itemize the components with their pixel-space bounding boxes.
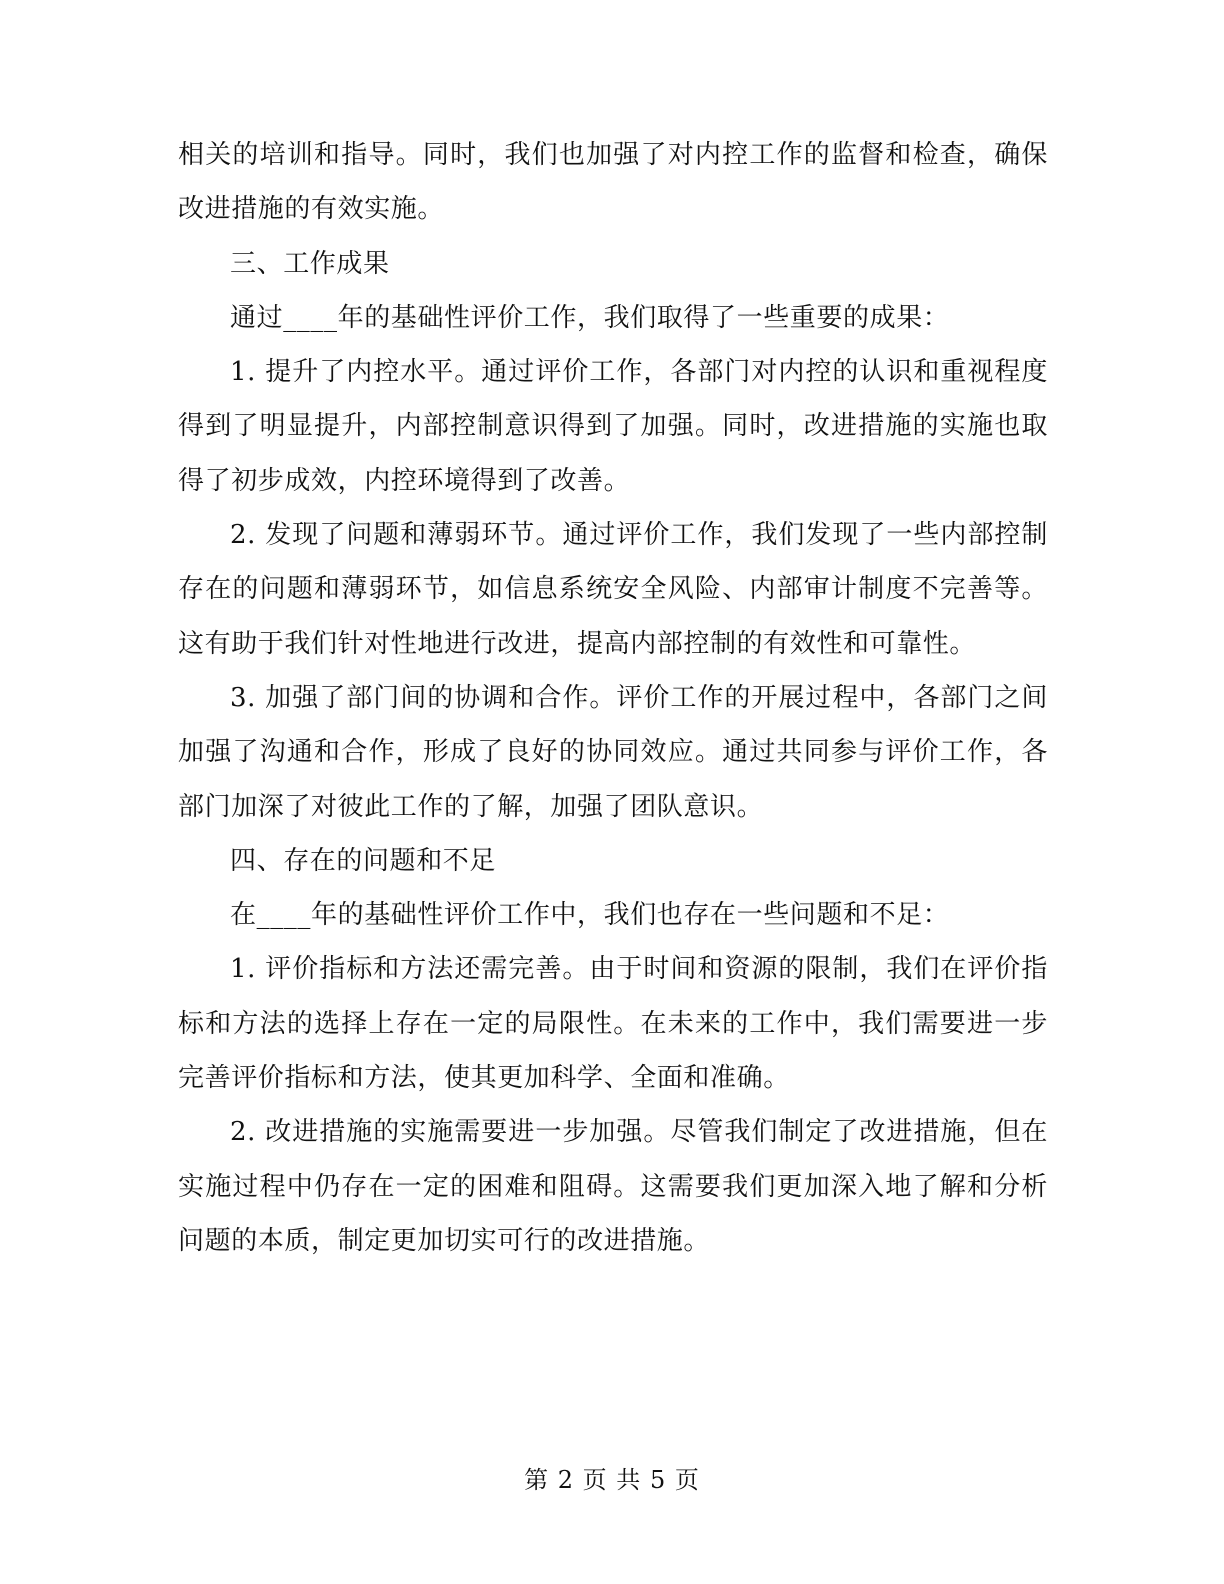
paragraph-problems-intro: 在____年的基础性评价工作中，我们也存在一些问题和不足：	[230, 900, 950, 931]
paragraph-results-intro: 通过____年的基础性评价工作，我们取得了一些重要的成果：	[230, 302, 950, 333]
paragraph-result-2: 2. 发现了问题和薄弱环节。通过评价工作，我们发现了一些内部控制存在的问题和薄弱环节，如信息系统安全风险、内部审计制度不完善等。这有助于我们针对性地进行改进，提高内部控制的有效性和可靠性。	[178, 520, 1048, 659]
paragraph-problem-1: 1. 评价指标和方法还需完善。由于时间和资源的限制，我们在评价指标和方法的选择上存在一定的局限性。在未来的工作中，我们需要进一步完善评价指标和方法，使其更加科学、全面和准确。	[178, 954, 1048, 1094]
document-body	[178, 128, 1048, 1268]
paragraph-result-3: 3. 加强了部门间的协调和合作。评价工作的开展过程中，各部门之间加强了沟通和合作，形成了良好的协同效应。通过共同参与评价工作，各部门加深了对彼此工作的了解，加强了团队意识。	[178, 682, 1048, 822]
paragraph-result-1: 1. 提升了内控水平。通过评价工作，各部门对内控的认识和重视程度得到了明显提升，内部控制意识得到了加强。同时，改进措施的实施也取得了初步成效，内控环境得到了改善。	[178, 357, 1048, 496]
paragraph-problem-2: 2. 改进措施的实施需要进一步加强。尽管我们制定了改进措施，但在实施过程中仍存在一定的困难和阻碍。这需要我们更加深入地了解和分析问题的本质，制定更加切实可行的改进措施。	[178, 1117, 1048, 1256]
paragraph-continuation: 相关的培训和指导。同时，我们也加强了对内控工作的监督和检查，确保改进措施的有效实施。	[178, 140, 1048, 225]
section-heading-problems: 四、存在的问题和不足	[230, 845, 497, 876]
section-heading-work-results: 三、工作成果	[230, 248, 390, 279]
page-footer: 第 2 页 共 5 页	[524, 1466, 700, 1494]
